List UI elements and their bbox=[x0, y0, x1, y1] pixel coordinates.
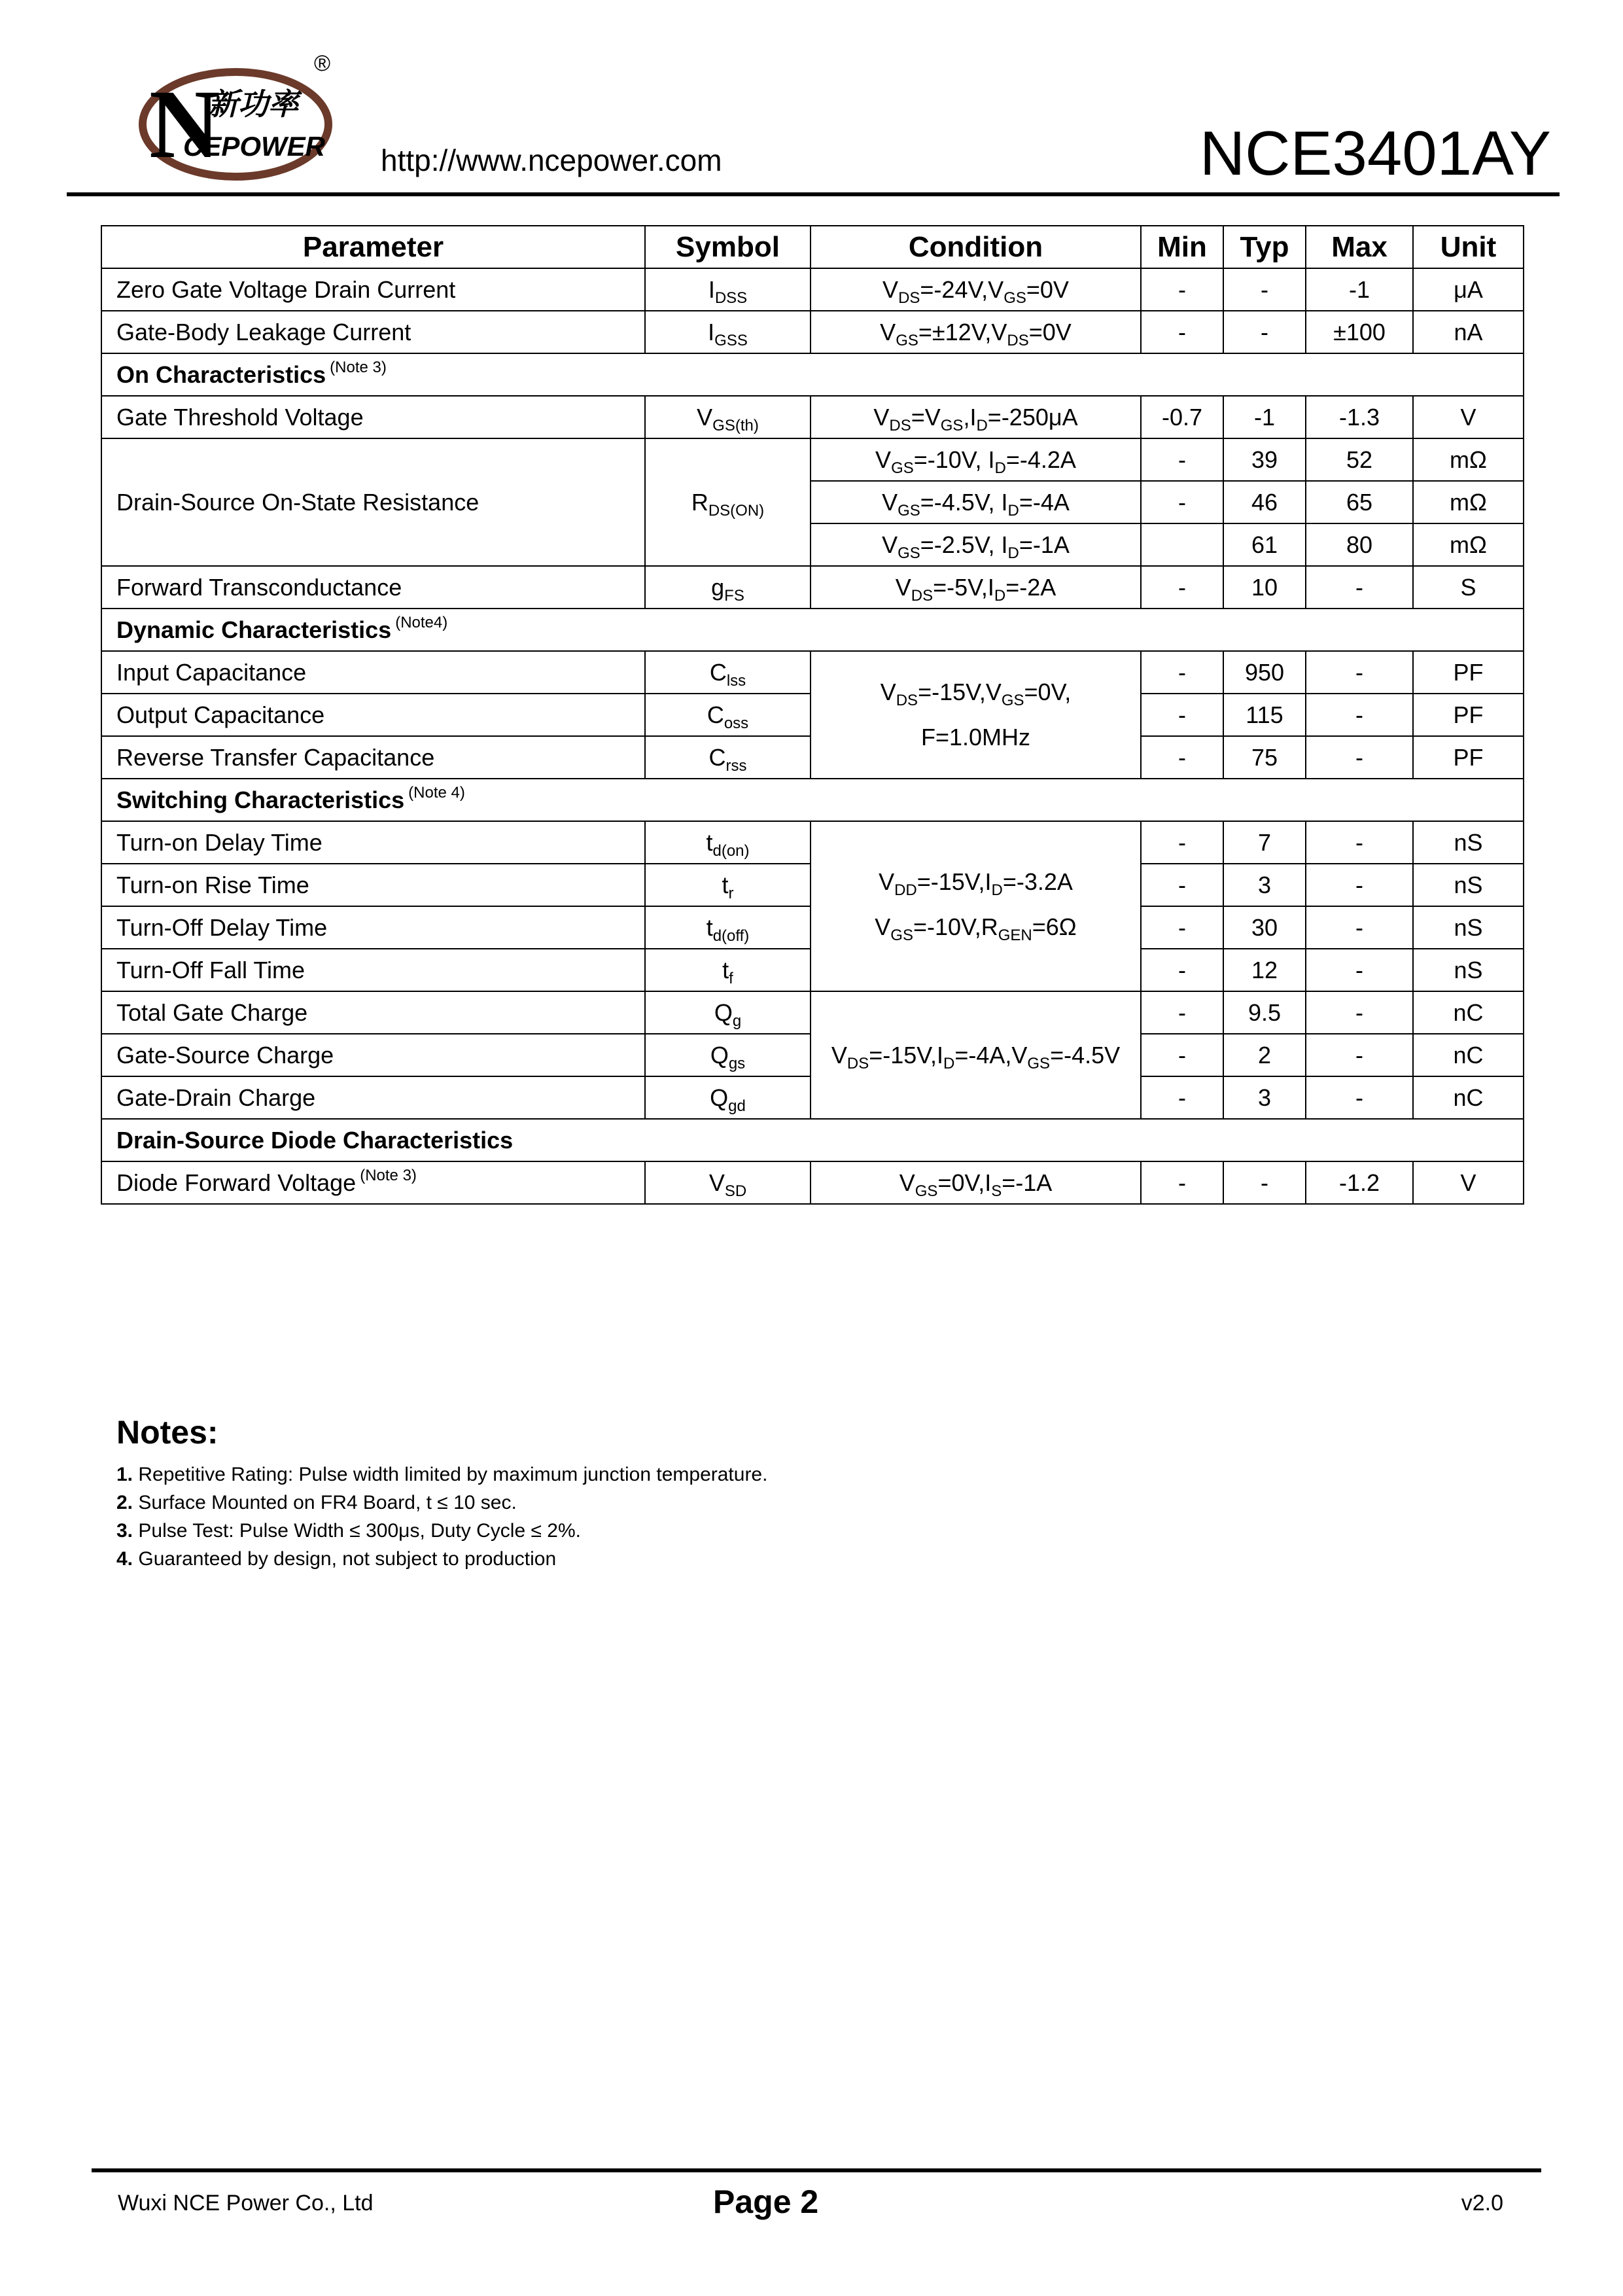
unit-cell: nC bbox=[1413, 1076, 1524, 1119]
max-cell: - bbox=[1306, 1034, 1413, 1076]
typ-cell: 30 bbox=[1223, 906, 1306, 949]
typ-cell: 3 bbox=[1223, 864, 1306, 906]
typ-cell: 2 bbox=[1223, 1034, 1306, 1076]
symbol-cell: $V_{SD}$ bbox=[645, 1161, 811, 1204]
section-title: Dynamic Characteristics $^{(Note4)}$ bbox=[101, 609, 1524, 651]
symbol-cell: $t_{d(off)}$ bbox=[645, 906, 811, 949]
param-cell: Input Capacitance bbox=[101, 651, 645, 694]
condition-cell: $V_{DS}=-15V,I_D=-4A,V_{GS}=-4.5V$ bbox=[811, 991, 1141, 1119]
section-row-switching bbox=[101, 779, 1524, 821]
param-cell: Gate-Drain Charge bbox=[101, 1076, 645, 1119]
logo-chinese: 新功率 bbox=[208, 86, 298, 122]
max-cell: ±100 bbox=[1306, 311, 1413, 353]
max-cell: - bbox=[1306, 906, 1413, 949]
typ-cell: 9.5 bbox=[1223, 991, 1306, 1034]
condition-cell: $V_{DS}=-5V,I_D=-2A$ bbox=[811, 566, 1141, 609]
symbol-cell: $V_{GS(th)}$ bbox=[645, 396, 811, 438]
unit-cell: nC bbox=[1413, 1034, 1524, 1076]
condition-cell: $V_{GS}=-4.5V$, $I_D=-4A$ bbox=[811, 481, 1141, 523]
condition-cell: $V_{DD}=-15V,I_D=-3.2A$ $V_{GS}=-10V,R_{GEN}=6\Omega$ bbox=[811, 821, 1141, 991]
unit-cell: PF bbox=[1413, 694, 1524, 736]
condition-cell: $V_{DS}=-24V,V_{GS}=0V$ bbox=[811, 268, 1141, 311]
note-item: 1. Repetitive Rating: Pulse width limited by maximum junction temperature. bbox=[116, 1464, 768, 1485]
page-number: Page 2 bbox=[713, 2183, 819, 2220]
param-cell: Reverse Transfer Capacitance bbox=[101, 736, 645, 779]
typ-cell: 46 bbox=[1223, 481, 1306, 523]
symbol-cell: $g_{FS}$ bbox=[645, 566, 811, 609]
table-row bbox=[101, 396, 1524, 438]
min-cell: - bbox=[1141, 1034, 1223, 1076]
min-cell: - bbox=[1141, 694, 1223, 736]
param-cell: Turn-on Delay Time bbox=[101, 821, 645, 864]
header-min: Min bbox=[1141, 226, 1223, 268]
max-cell: 80 bbox=[1306, 523, 1413, 566]
param-cell: Zero Gate Voltage Drain Current bbox=[101, 268, 645, 311]
notes-title: Notes: bbox=[116, 1414, 218, 1451]
table-row bbox=[101, 438, 1524, 481]
table-row bbox=[101, 1161, 1524, 1204]
unit-cell: nS bbox=[1413, 906, 1524, 949]
header-parameter: Parameter bbox=[101, 226, 645, 268]
typ-cell: 3 bbox=[1223, 1076, 1306, 1119]
unit-cell: V bbox=[1413, 1161, 1524, 1204]
table-row bbox=[101, 311, 1524, 353]
symbol-cell: $C_{lss}$ bbox=[645, 651, 811, 694]
table-row bbox=[101, 651, 1524, 694]
condition-cell: $V_{GS}=-10V$, $I_D=-4.2A$ bbox=[811, 438, 1141, 481]
logo-initial: N bbox=[149, 70, 220, 179]
min-cell: - bbox=[1141, 736, 1223, 779]
param-cell: Forward Transconductance bbox=[101, 566, 645, 609]
notes-section bbox=[116, 1413, 767, 1573]
min-cell: -0.7 bbox=[1141, 396, 1223, 438]
min-cell: - bbox=[1141, 438, 1223, 481]
section-title: Drain-Source Diode Characteristics bbox=[101, 1119, 1524, 1161]
max-cell: -1.3 bbox=[1306, 396, 1413, 438]
section-row-dynamic bbox=[101, 609, 1524, 651]
section-title: On Characteristics $^{(Note 3)}$ bbox=[101, 353, 1524, 396]
param-cell: Output Capacitance bbox=[101, 694, 645, 736]
max-cell: - bbox=[1306, 821, 1413, 864]
unit-cell: mΩ bbox=[1413, 481, 1524, 523]
min-cell: - bbox=[1141, 268, 1223, 311]
table-row bbox=[101, 821, 1524, 864]
unit-cell: nS bbox=[1413, 949, 1524, 991]
condition-cell: $V_{GS}=0V,I_S=-1A$ bbox=[811, 1161, 1141, 1204]
unit-cell: μA bbox=[1413, 268, 1524, 311]
min-cell: - bbox=[1141, 906, 1223, 949]
typ-cell: 61 bbox=[1223, 523, 1306, 566]
typ-cell: 75 bbox=[1223, 736, 1306, 779]
unit-cell: PF bbox=[1413, 651, 1524, 694]
condition-cell: $V_{DS}=-15V,V_{GS}=0V$, F=1.0MHz bbox=[811, 651, 1141, 779]
symbol-cell: $t_{d(on)}$ bbox=[645, 821, 811, 864]
typ-cell: 950 bbox=[1223, 651, 1306, 694]
param-cell: Gate-Body Leakage Current bbox=[101, 311, 645, 353]
max-cell: - bbox=[1306, 949, 1413, 991]
header-unit: Unit bbox=[1413, 226, 1524, 268]
param-cell: Total Gate Charge bbox=[101, 991, 645, 1034]
unit-cell: mΩ bbox=[1413, 523, 1524, 566]
unit-cell: mΩ bbox=[1413, 438, 1524, 481]
ncepower-logo bbox=[137, 52, 334, 190]
symbol-cell: $C_{rss}$ bbox=[645, 736, 811, 779]
symbol-cell: $C_{oss}$ bbox=[645, 694, 811, 736]
param-cell: Gate Threshold Voltage bbox=[101, 396, 645, 438]
max-cell: - bbox=[1306, 736, 1413, 779]
unit-cell: S bbox=[1413, 566, 1524, 609]
table-row bbox=[101, 991, 1524, 1034]
min-cell: - bbox=[1141, 864, 1223, 906]
unit-cell: nC bbox=[1413, 991, 1524, 1034]
param-cell: Turn-Off Delay Time bbox=[101, 906, 645, 949]
max-cell: - bbox=[1306, 864, 1413, 906]
max-cell: - bbox=[1306, 651, 1413, 694]
min-cell: - bbox=[1141, 481, 1223, 523]
website-url[interactable]: http://www.ncepower.com bbox=[381, 143, 722, 177]
header-symbol: Symbol bbox=[645, 226, 811, 268]
symbol-cell: $Q_{gd}$ bbox=[645, 1076, 811, 1119]
param-cell: Turn-Off Fall Time bbox=[101, 949, 645, 991]
unit-cell: nA bbox=[1413, 311, 1524, 353]
note-item: 2. Surface Mounted on FR4 Board, t ≤ 10 sec. bbox=[116, 1492, 517, 1513]
min-cell: - bbox=[1141, 821, 1223, 864]
symbol-cell: $I_{DSS}$ bbox=[645, 268, 811, 311]
min-cell: - bbox=[1141, 991, 1223, 1034]
param-cell: Diode Forward Voltage $^{(Note 3)}$ bbox=[101, 1161, 645, 1204]
symbol-cell: $t_r$ bbox=[645, 864, 811, 906]
unit-cell: nS bbox=[1413, 864, 1524, 906]
typ-cell: 10 bbox=[1223, 566, 1306, 609]
symbol-cell: $Q_g$ bbox=[645, 991, 811, 1034]
footer-version: v2.0 bbox=[1461, 2191, 1503, 2216]
max-cell: 65 bbox=[1306, 481, 1413, 523]
unit-cell: V bbox=[1413, 396, 1524, 438]
typ-cell: 7 bbox=[1223, 821, 1306, 864]
symbol-cell: $R_{DS(ON)}$ bbox=[645, 438, 811, 566]
table-row bbox=[101, 268, 1524, 311]
max-cell: - bbox=[1306, 991, 1413, 1034]
header-typ: Typ bbox=[1223, 226, 1306, 268]
part-number: NCE3401AY bbox=[1199, 118, 1551, 188]
section-title: Switching Characteristics $^{(Note 4)}$ bbox=[101, 779, 1524, 821]
max-cell: - bbox=[1306, 566, 1413, 609]
max-cell: -1 bbox=[1306, 268, 1413, 311]
min-cell: - bbox=[1141, 1076, 1223, 1119]
typ-cell: 115 bbox=[1223, 694, 1306, 736]
min-cell: - bbox=[1141, 1161, 1223, 1204]
symbol-cell: $Q_{gs}$ bbox=[645, 1034, 811, 1076]
unit-cell: nS bbox=[1413, 821, 1524, 864]
min-cell bbox=[1141, 523, 1223, 566]
typ-cell: - bbox=[1223, 1161, 1306, 1204]
header-condition: Condition bbox=[811, 226, 1141, 268]
condition-cell: $V_{GS}=\pm 12V,V_{DS}=0V$ bbox=[811, 311, 1141, 353]
symbol-cell: $t_f$ bbox=[645, 949, 811, 991]
registered-mark: ® bbox=[314, 51, 331, 76]
note-item: 3. Pulse Test: Pulse Width ≤ 300μs, Duty Cycle ≤ 2%. bbox=[116, 1520, 581, 1542]
footer-rule bbox=[92, 2168, 1541, 2172]
min-cell: - bbox=[1141, 949, 1223, 991]
typ-cell: -1 bbox=[1223, 396, 1306, 438]
param-cell: Drain-Source On-State Resistance bbox=[101, 438, 645, 566]
typ-cell: - bbox=[1223, 311, 1306, 353]
unit-cell: PF bbox=[1413, 736, 1524, 779]
max-cell: 52 bbox=[1306, 438, 1413, 481]
electrical-characteristics-table bbox=[101, 225, 1524, 1205]
param-cell: Turn-on Rise Time bbox=[101, 864, 645, 906]
param-cell: Gate-Source Charge bbox=[101, 1034, 645, 1076]
condition-cell: $V_{DS}=V_{GS},I_D=-250\mu A$ bbox=[811, 396, 1141, 438]
symbol-cell: $I_{GSS}$ bbox=[645, 311, 811, 353]
note-item: 4. Guaranteed by design, not subject to production bbox=[116, 1548, 557, 1570]
typ-cell: - bbox=[1223, 268, 1306, 311]
max-cell: -1.2 bbox=[1306, 1161, 1413, 1204]
min-cell: - bbox=[1141, 651, 1223, 694]
condition-cell: $V_{GS}=-2.5V$, $I_D=-1A$ bbox=[811, 523, 1141, 566]
table-header-row bbox=[101, 226, 1524, 268]
logo-text: CEPOWER bbox=[183, 131, 326, 162]
min-cell: - bbox=[1141, 566, 1223, 609]
section-row-diode bbox=[101, 1119, 1524, 1161]
min-cell: - bbox=[1141, 311, 1223, 353]
max-cell: - bbox=[1306, 694, 1413, 736]
typ-cell: 12 bbox=[1223, 949, 1306, 991]
footer-company: Wuxi NCE Power Co., Ltd bbox=[118, 2191, 374, 2216]
header-max: Max bbox=[1306, 226, 1413, 268]
typ-cell: 39 bbox=[1223, 438, 1306, 481]
section-row-on bbox=[101, 353, 1524, 396]
max-cell: - bbox=[1306, 1076, 1413, 1119]
header-rule bbox=[67, 192, 1560, 196]
table-row bbox=[101, 566, 1524, 609]
